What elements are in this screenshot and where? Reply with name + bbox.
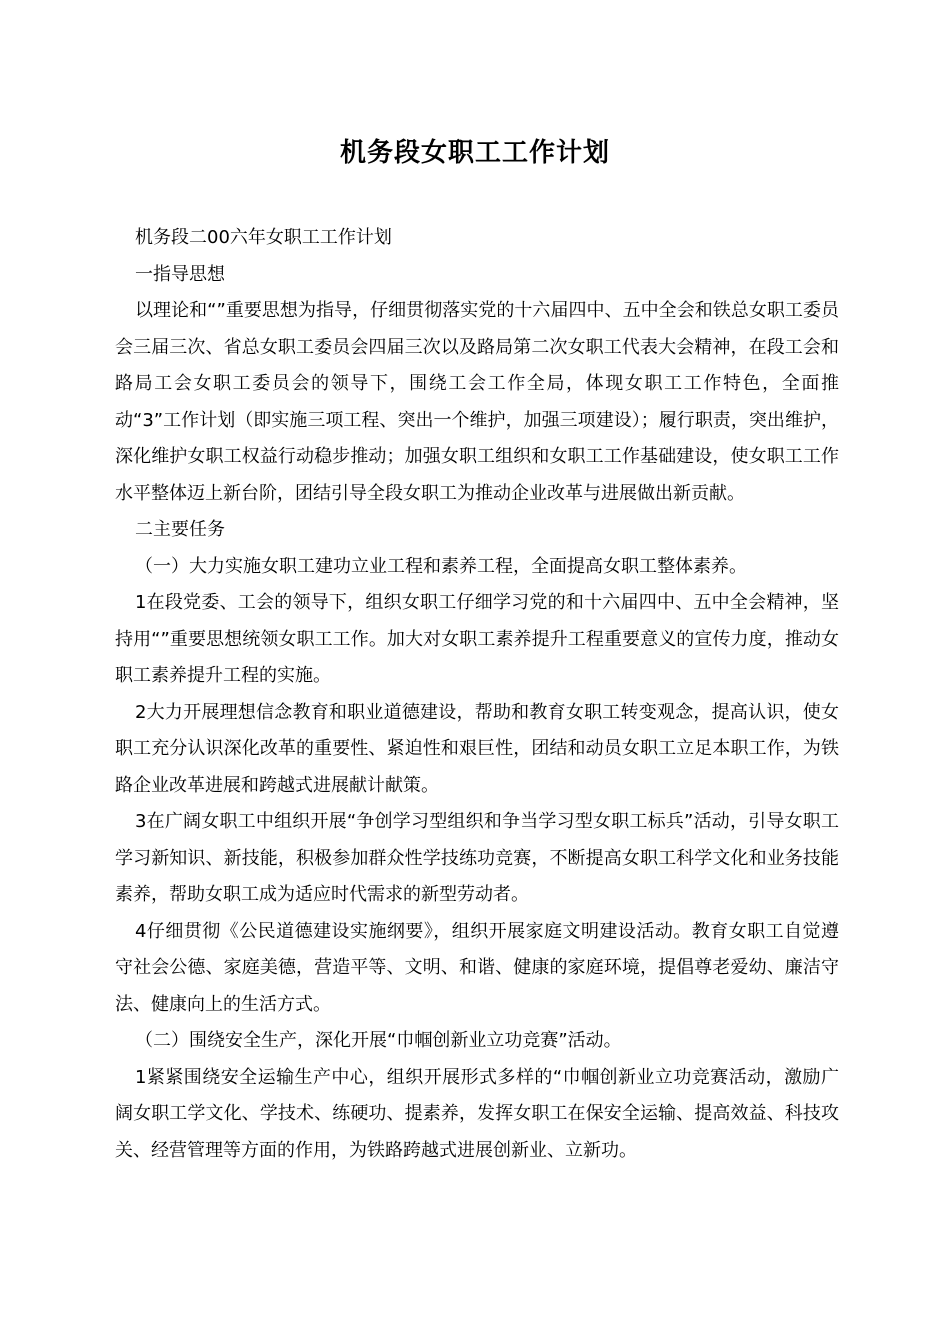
heading-guiding-thought: 一指导思想	[135, 263, 225, 285]
paragraph-task-one-item-2: 2大力开展理想信念教育和职业道德建设，帮助和教育女职工转变观念，提高认识，使女职工充分认识深化改革的重要性、紧迫性和艰巨性，团结和动员女职工立足本职工作，为铁路企业改革进展和跨越式进展献计献策。	[115, 701, 839, 796]
heading-main-tasks: 二主要任务	[135, 519, 225, 540]
paragraph-plan-subtitle: 机务段二00六年女职工工作计划	[135, 227, 392, 248]
paragraph-guiding-thought: 以理论和“”重要思想为指导，仔细贯彻落实党的十六届四中、五中全会和铁总女职工委员会三届三次、省总女职工委员会四届三次以及路局第二次女职工代表大会精神，在段工会和路局工会女职工委员会的领导下，围绕工会工作全局，体现女职工工作特色，全面推动“3”工作计划（即实施三项工程、突出一个维护，加强三项建设）；履行职责，突出维护，深化维护女职工权益行动稳步推动；加强女职工组织和女职工工作基础建设，使女职工工作水平整体迈上新台阶，团结引导全段女职工为推动企业改革与进展做出新贡献。	[115, 300, 839, 504]
paragraph-task-one-item-3: 3在广阔女职工中组织开展“争创学习型组织和争当学习型女职工标兵”活动，引导女职工学习新知识、新技能，积极参加群众性学技练功竞赛，不断提高女职工科学文化和业务技能素养，帮助女职工成为适应时代需求的新型劳动者。	[115, 811, 839, 905]
document-body	[115, 220, 839, 1169]
subheading-task-two: （二）围绕安全生产，深化开展“巾帼创新业立功竞赛”活动。	[135, 1030, 622, 1051]
subheading-task-one: （一）大力实施女职工建功立业工程和素养工程，全面提高女职工整体素养。	[135, 555, 747, 577]
paragraph-task-one-item-1: 1在段党委、工会的领导下，组织女职工仔细学习党的和十六届四中、五中全会精神，坚持用“”重要思想统领女职工工作。加大对女职工素养提升工程重要意义的宣传力度，推动女职工素养提升工程的实施。	[115, 592, 839, 686]
paragraph-task-two-item-1: 1紧紧围绕安全运输生产中心，组织开展形式多样的“巾帼创新业立功竞赛活动，激励广阔女职工学文化、学技术、练硬功、提素养，发挥女职工在保安全运输、提高效益、科技攻关、经营管理等方面的作用，为铁路跨越式进展创新业、立新功。	[115, 1066, 839, 1161]
paragraph-task-one-item-4: 4仔细贯彻《公民道德建设实施纲要》，组织开展家庭文明建设活动。教育女职工自觉遵守社会公德、家庭美德，营造平等、文明、和谐、健康的家庭环境，提倡尊老爱幼、廉洁守法、健康向上的生活方式。	[115, 920, 839, 1015]
document-title: 机务段女职工工作计划	[339, 138, 610, 168]
